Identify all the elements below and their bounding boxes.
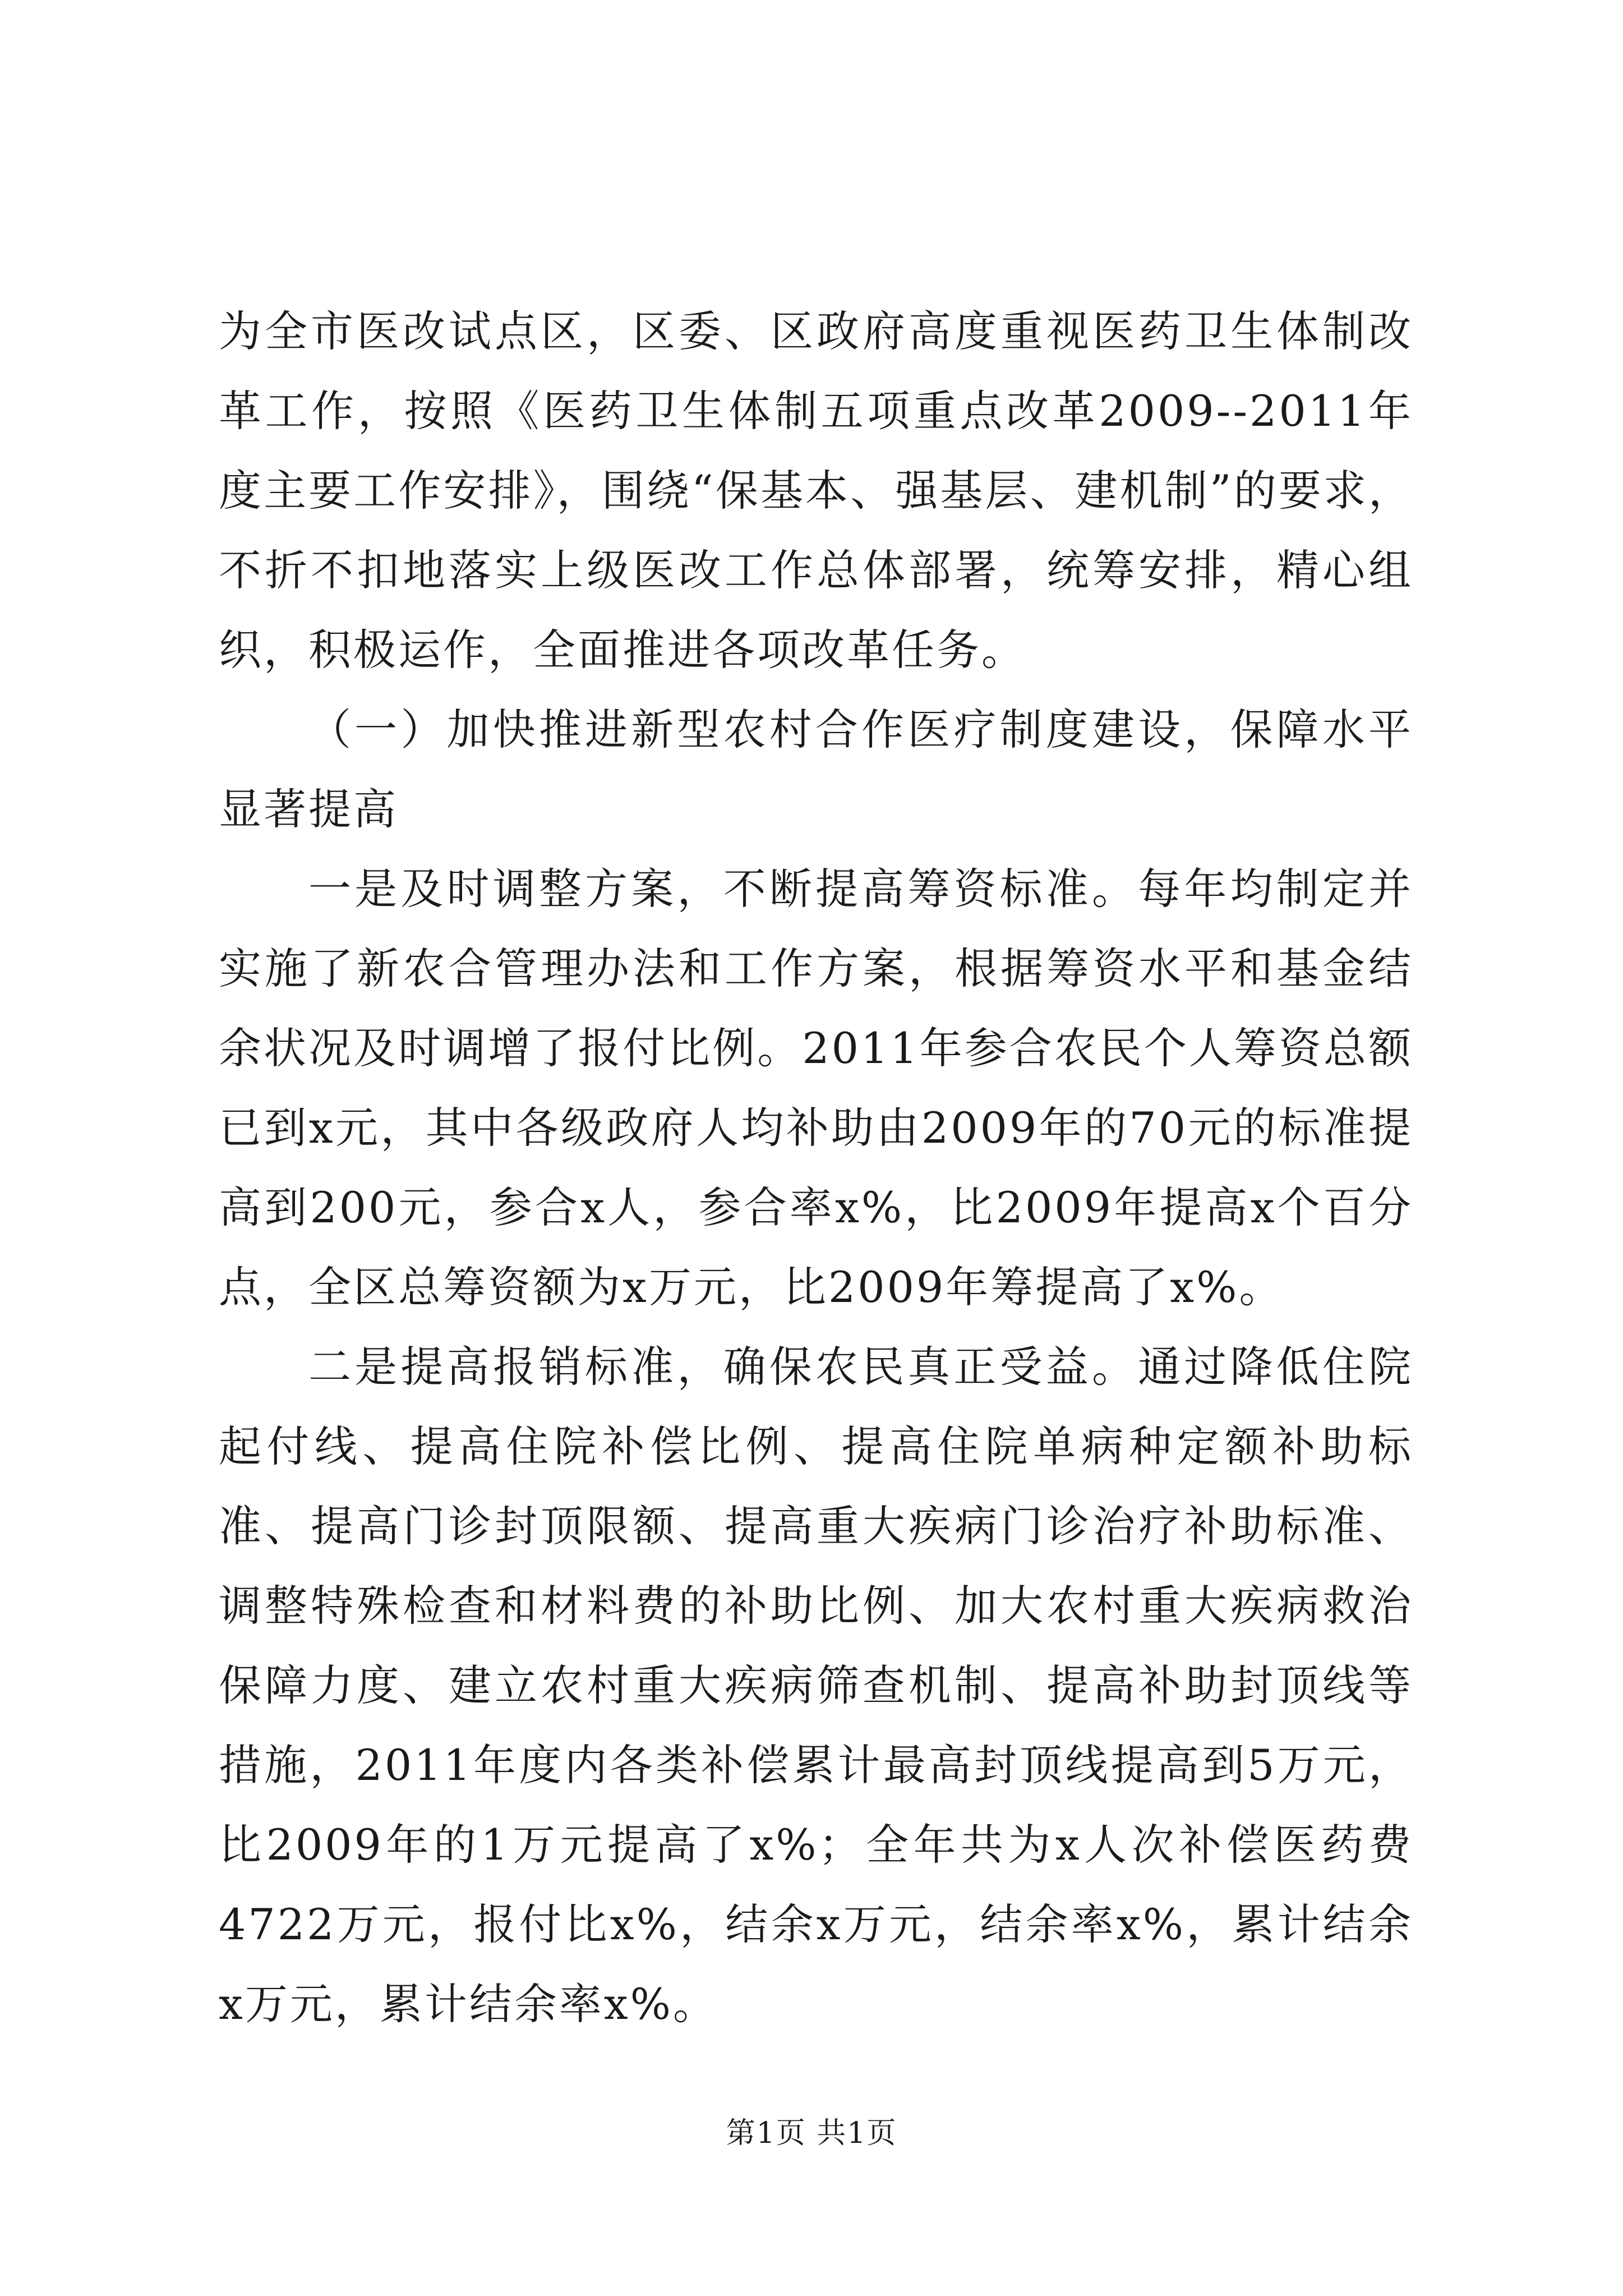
- document-body: [219, 292, 1413, 2044]
- page-footer: 第1页 共1页: [726, 2116, 897, 2150]
- paragraph-point-2: 二是提高报销标准，确保农民真正受益。通过降低住院起付线、提高住院补偿比例、提高住院单病种定额补助标准、提高门诊封顶限额、提高重大疾病门诊治疗补助标准、调整特殊检查和材料费的补助比例、加大农村重大疾病救治保障力度、建立农村重大疾病筛查机制、提高补助封顶线等措施，2011年度内各类补偿累计最高封顶线提高到5万元，比2009年的1万元提高了x%；全年共为x人次补偿医药费4722万元，报付比x%，结余x万元，结余率x%，累计结余x万元，累计结余率x%。: [219, 1342, 1413, 2029]
- paragraph-intro: 为全市医改试点区，区委、区政府高度重视医药卫生体制改革工作，按照《医药卫生体制五项重点改革2009--2011年度主要工作安排》，围绕“保基本、强基层、建机制”的要求，不折不扣地落实上级医改工作总体部署，统筹安排，精心组织，积极运作，全面推进各项改革任务。: [219, 306, 1413, 675]
- paragraph-point-1: 一是及时调整方案，不断提高筹资标准。每年均制定并实施了新农合管理办法和工作方案，根据筹资水平和基金结余状况及时调增了报付比例。2011年参合农民个人筹资总额已到x元，其中各级政府人均补助由2009年的70元的标准提高到200元，参合x人，参合率x%，比2009年提高x个百分点，全区总筹资额为x万元，比2009年筹提高了x%。: [219, 864, 1413, 1312]
- section-heading: （一）加快推进新型农村合作医疗制度建设，保障水平显著提高: [219, 705, 1413, 834]
